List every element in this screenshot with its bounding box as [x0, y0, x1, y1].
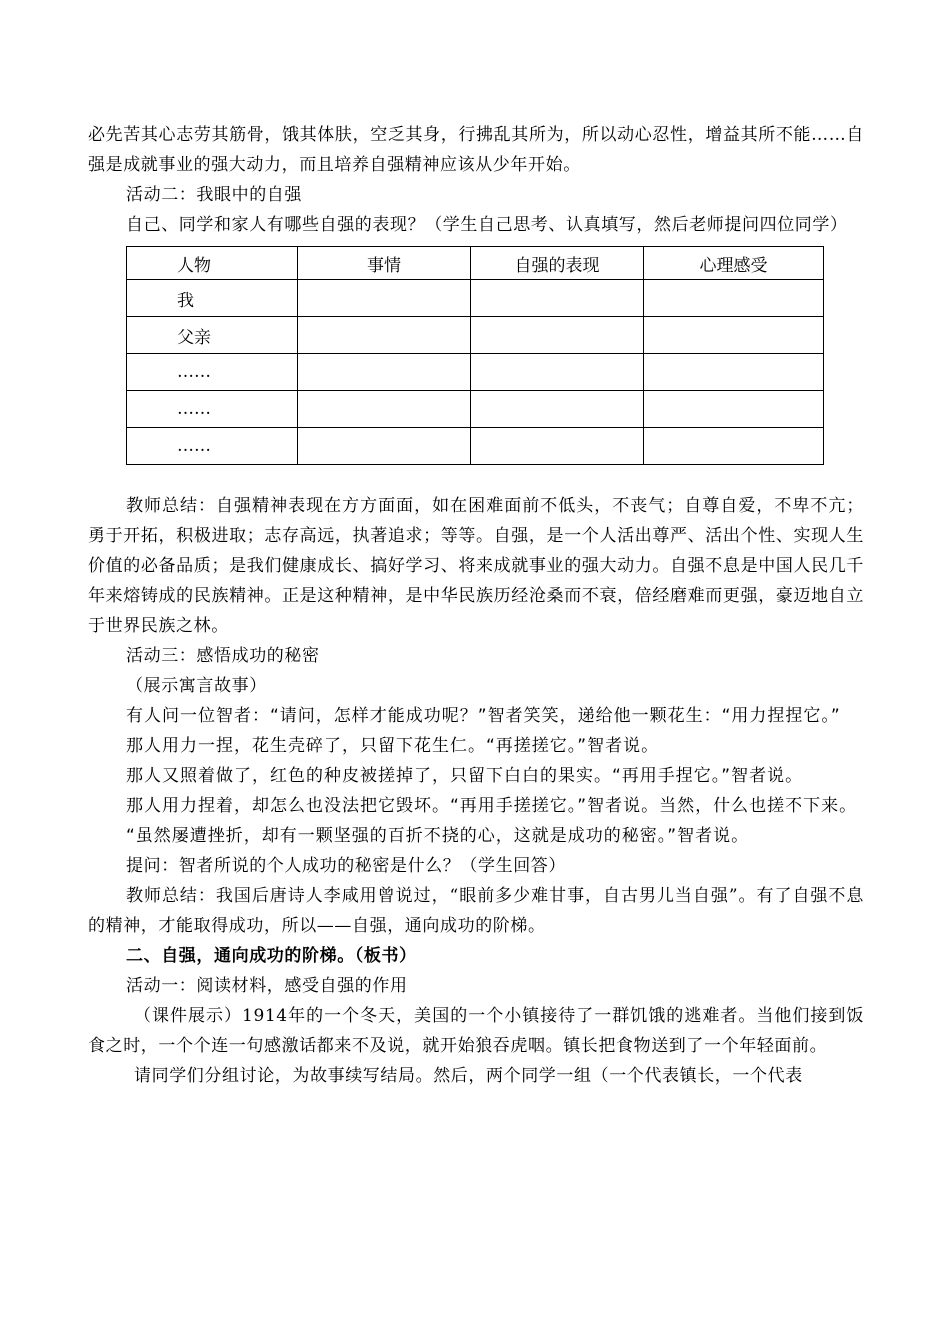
table-header-feeling: 心理感受 — [644, 247, 824, 280]
table-cell — [298, 391, 471, 428]
table-cell-person: 父亲 — [127, 317, 298, 354]
teacher-summary-2: 教师总结：我国后唐诗人李咸用曾说过，“眼前多少难甘事，自古男儿当自强”。有了自强不息的精神，才能取得成功，所以——自强，通向成功的阶梯。 — [88, 886, 864, 936]
courseware-paragraph: （课件展示）1914年的一个冬天，美国的一个小镇接待了一群饥饿的逃难者。当他们接到饭食之时，一个个连一句感激话都来不及说，就开始狼吞虎咽。镇长把食物送到了一个年轻面前。 — [88, 1006, 864, 1056]
group-task-paragraph: 请同学们分组讨论，为故事续写结局。然后，两个同学一组（一个代表镇长，一个代表 — [134, 1066, 803, 1086]
table-cell — [644, 354, 824, 391]
paragraph-mencius: 必先苦其心志劳其筋骨，饿其体肤，空乏其身，行拂乱其所为，所以动心忍性，增益其所不能……自强是成就事业的强大动力，而且培养自强精神应该从少年开始。 — [88, 125, 864, 175]
table-header-row — [127, 247, 824, 280]
table-row — [127, 428, 824, 465]
table-cell — [644, 391, 824, 428]
table-cell — [471, 428, 644, 465]
table-cell — [471, 391, 644, 428]
table-cell — [298, 428, 471, 465]
story-paragraph: 那人又照着做了，红色的种皮被搓掉了，只留下白白的果实。“再用手捏它。”智者说。 — [126, 766, 804, 786]
story-paragraph: 那人用力捏着，却怎么也没法把它毁坏。“再用手搓搓它。”智者说。当然，什么也搓不下来。 — [126, 796, 858, 816]
story-paragraph: 那人用力一捏，花生壳碎了，只留下花生仁。“再搓搓它。”智者说。 — [126, 736, 660, 756]
table-cell-person: …… — [127, 391, 298, 428]
table-header-event: 事情 — [298, 247, 471, 280]
section2-heading: 二、自强，通向成功的阶梯。（板书） — [126, 946, 417, 966]
activity3-title: 活动三：感悟成功的秘密 — [126, 646, 320, 666]
table-row — [127, 354, 824, 391]
self-strength-table — [126, 246, 824, 465]
document-page — [88, 120, 864, 1091]
table-header-performance: 自强的表现 — [471, 247, 644, 280]
table-cell-person: …… — [127, 428, 298, 465]
activity2-title: 活动二：我眼中的自强 — [126, 185, 302, 205]
table-cell — [471, 280, 644, 317]
story-paragraph: “虽然屡遭挫折，却有一颗坚强的百折不挠的心，这就是成功的秘密。”智者说。 — [126, 826, 750, 846]
table-cell — [644, 280, 824, 317]
section2-activity1: 活动一：阅读材料，感受自强的作用 — [126, 976, 408, 996]
story-intro: （展示寓言故事） — [126, 676, 267, 696]
table-cell — [298, 280, 471, 317]
question: 提问：智者所说的个人成功的秘密是什么？（学生回答） — [126, 856, 566, 876]
table-cell — [471, 354, 644, 391]
table-row — [127, 280, 824, 317]
table-cell — [644, 317, 824, 354]
table-cell-person: 我 — [127, 280, 298, 317]
table-header-person: 人物 — [127, 247, 298, 280]
table-cell — [471, 317, 644, 354]
story-paragraph: 有人问一位智者：“请问，怎样才能成功呢？”智者笑笑，递给他一颗花生：“用力捏捏它。” — [126, 706, 841, 726]
teacher-summary-1: 教师总结：自强精神表现在方方面面，如在困难面前不低头，不丧气；自尊自爱，不卑不亢；勇于开拓，积极进取；志存高远，执著追求；等等。自强，是一个人活出尊严、活出个性、实现人生价值的必备品质；是我们健康成长、搞好学习、将来成就事业的强大动力。自强不息是中国人民几千年来熔铸成的民族精神。正是这种精神，是中华民族历经沧桑而不衰，倍经磨难而更强，豪迈地自立于世界民族之林。 — [88, 496, 864, 636]
table-cell-person: …… — [127, 354, 298, 391]
table-row — [127, 317, 824, 354]
table-row — [127, 391, 824, 428]
table-cell — [644, 428, 824, 465]
activity2-prompt: 自己、同学和家人有哪些自强的表现？（学生自己思考、认真填写，然后老师提问四位同学） — [126, 215, 848, 235]
table-cell — [298, 317, 471, 354]
table-cell — [298, 354, 471, 391]
